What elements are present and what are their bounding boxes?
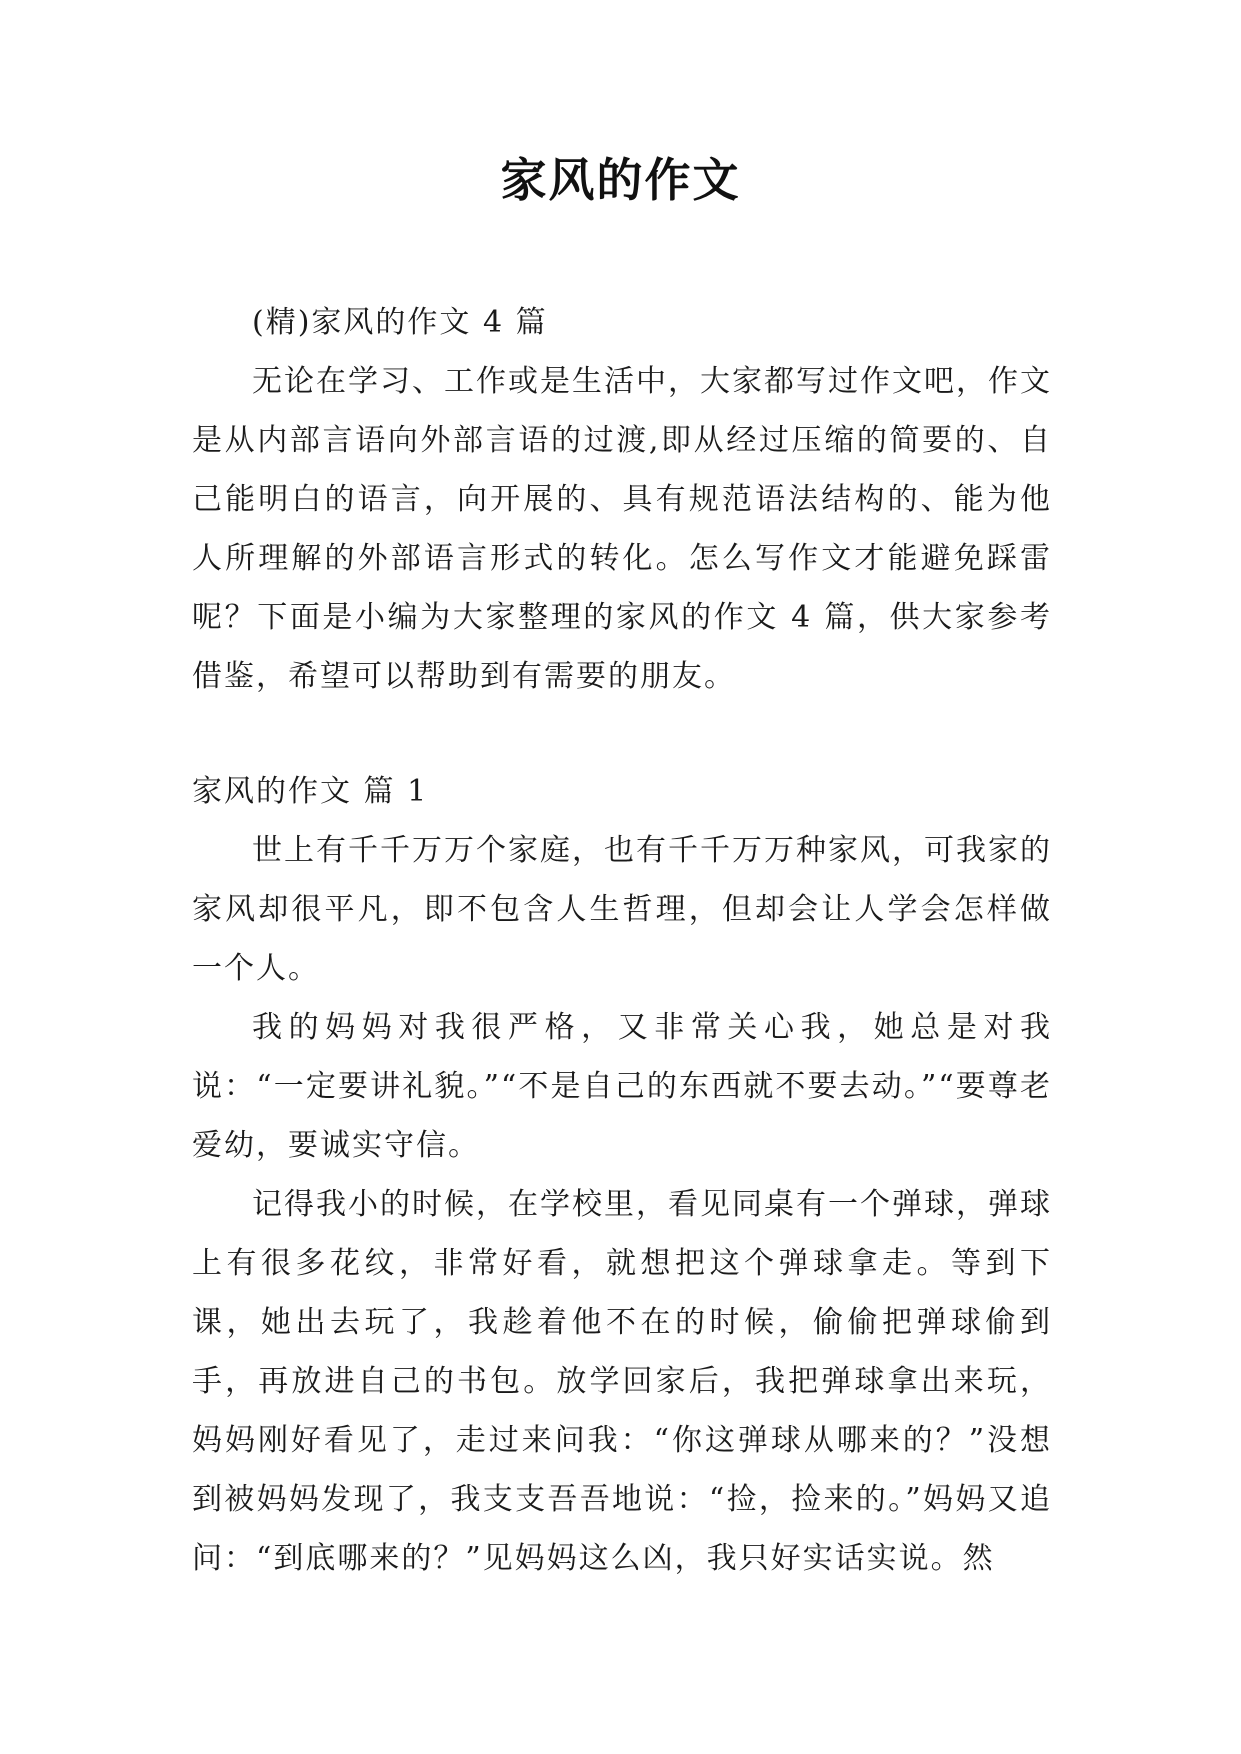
section-1 bbox=[192, 762, 1052, 1588]
intro-block bbox=[192, 293, 1052, 706]
intro-paragraph: 无论在学习、工作或是生活中，大家都写过作文吧，作文是从内部言语向外部言语的过渡,即从经过压缩的简要的、自己能明白的语言，向开展的、具有规范语法结构的、能为他人所理解的外部语言形式的转化。怎么写作文才能避免踩雷呢？下面是小编为大家整理的家风的作文 4 篇，供大家参考借鉴，希望可以帮助到有需要的朋友。 bbox=[192, 364, 1052, 694]
section-heading: 家风的作文 篇 1 bbox=[192, 774, 429, 809]
section-paragraph: 世上有千千万万个家庭，也有千千万万种家风，可我家的家风却很平凡，即不包含人生哲理，但却会让人学会怎样做一个人。 bbox=[192, 833, 1052, 986]
section-paragraph: 我的妈妈对我很严格，又非常关心我，她总是对我说：“一定要讲礼貌。”“不是自己的东西就不要去动。”“要尊老爱幼，要诚实守信。 bbox=[192, 1010, 1052, 1163]
document-title: 家风的作文 bbox=[500, 153, 741, 207]
intro-subtitle: (精)家风的作文 4 篇 bbox=[252, 305, 548, 340]
section-paragraph: 记得我小的时候，在学校里，看见同桌有一个弹球，弹球上有很多花纹，非常好看，就想把这个弹球拿走。等到下课，她出去玩了，我趁着他不在的时候，偷偷把弹球偷到手，再放进自己的书包。放学回家后，我把弹球拿出来玩，妈妈刚好看见了，走过来问我：“你这弹球从哪来的？”没想到被妈妈发现了，我支支吾吾地说：“捡，捡来的。”妈妈又追问：“到底哪来的？”见妈妈这么凶，我只好实话实说。然 bbox=[192, 1187, 1052, 1576]
